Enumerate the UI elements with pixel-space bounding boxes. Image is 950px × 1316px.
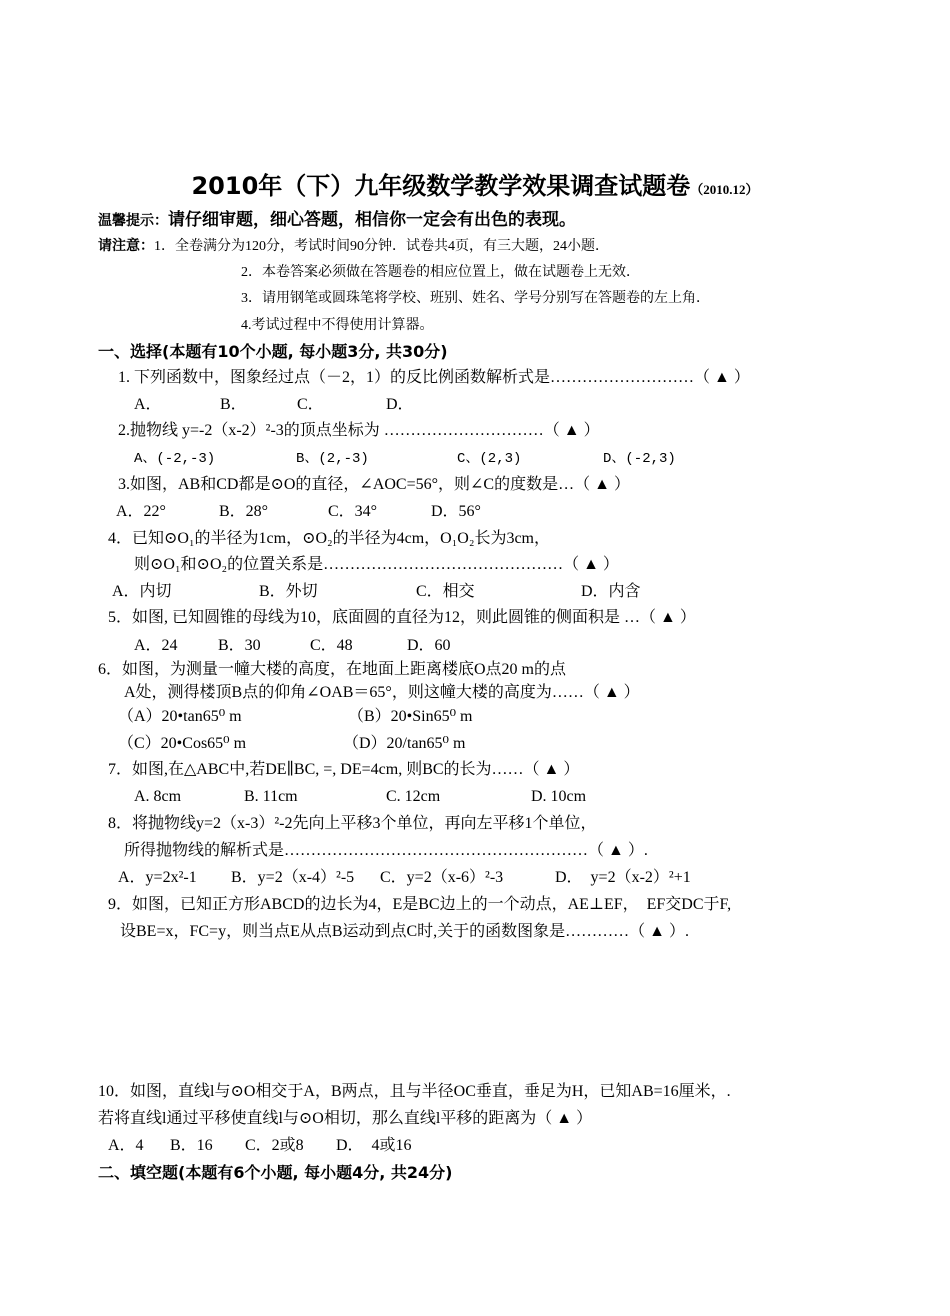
q1-option-a: A． [134, 396, 162, 413]
q8-option-d: D． y=2（x-2）²+1 [555, 869, 691, 886]
q8-option-a: A．y=2x²-1 [118, 869, 197, 886]
section-1-heading: 一、选择(本题有10个小题, 每小题3分, 共30分) [98, 342, 448, 361]
q3-option-a: A．22° [116, 503, 166, 520]
q10-stem-line-1: 10．如图，直线l与⊙O相交于A，B两点，且与半径OC垂直，垂足为H，已知AB=16厘米，. [98, 1083, 731, 1100]
q6-option-b: （B）20•Sin65⁰ m [348, 708, 473, 725]
notes-label: 请注意： [98, 238, 154, 254]
q1-option-b: B． [220, 396, 247, 413]
q4-stem-line-1: 4．已知⊙O₁的半径为1cm，⊙O₂的半径为4cm，O₁O₂长为3cm， [108, 530, 550, 547]
q4-option-b: B．外切 [259, 583, 318, 600]
notes-line-1 [98, 236, 609, 257]
q1-option-d: D． [386, 396, 414, 413]
q1-option-c: C． [297, 396, 324, 413]
q4-option-a: A．内切 [112, 583, 172, 600]
title-date: （2010.12） [690, 182, 759, 197]
q2-option-d: D、(-2,3) [603, 451, 676, 467]
q8-stem-line-1: 8．将抛物线y=2（x-3）²-2先向上平移3个单位，再向左平移1个单位， [108, 815, 597, 832]
q4-stem-line-2: 则⊙O₁和⊙O₂的位置关系是………………………………………（ ▲ ） [134, 556, 619, 573]
q10-stem-line-2: 若将直线l通过平移使直线l与⊙O相切，那么直线l平移的距离为（ ▲ ） [98, 1110, 593, 1127]
q2-stem: 2.抛物线 y=-2（x-2）²-3的顶点坐标为 …………………………（ ▲ ） [118, 422, 600, 439]
section-2-heading: 二、填空题(本题有6个小题, 每小题4分, 共24分) [98, 1163, 453, 1182]
q3-option-b: B．28° [219, 503, 269, 520]
note-1: 1．全卷满分为120分，考试时间90分钟．试卷共4页，有三大题，24小题． [154, 239, 609, 254]
q7-option-c: C. 12cm [386, 788, 441, 805]
q5-option-c: C．48 [310, 637, 353, 654]
tips-label: 温馨提示： [98, 213, 168, 229]
q5-option-a: A．24 [134, 637, 178, 654]
q5-option-b: B．30 [218, 637, 261, 654]
q8-option-c: C．y=2（x-6）²-3 [380, 869, 504, 886]
q4-option-d: D．内含 [581, 583, 641, 600]
q7-option-a: A. 8cm [134, 788, 182, 805]
tips-line [98, 210, 576, 231]
q2-option-a: A、(-2,-3) [134, 451, 216, 467]
q6-stem-line-2: A处，测得楼顶B点的仰角∠OAB＝65°，则这幢大楼的高度为……（ ▲ ） [124, 684, 640, 701]
q3-option-c: C．34° [328, 503, 378, 520]
note-2: 2．本卷答案必须做在答题卷的相应位置上，做在试题卷上无效． [241, 265, 640, 280]
q9-stem-line-2: 设BE=x，FC=y，则当点E从点B运动到点C时,关于的函数图象是…………（ ▲ ）. [120, 923, 690, 940]
q5-stem: 5．如图, 已知圆锥的母线为10，底面圆的直径为12，则此圆锥的侧面积是 …（ ▲ ） [108, 609, 696, 626]
q10-option-d: D． 4或16 [336, 1137, 412, 1154]
q10-option-b: B．16 [170, 1137, 213, 1154]
q6-option-c: （C）20•Cos65⁰ m [118, 735, 247, 752]
q2-option-b: B、(2,-3) [296, 451, 369, 467]
q3-option-d: D．56° [431, 503, 481, 520]
q2-option-c: C、(2,3) [457, 451, 522, 467]
q10-option-c: C．2或8 [245, 1137, 304, 1154]
note-4: 4.考试过程中不得使用计算器。 [241, 318, 434, 333]
page-title [0, 166, 950, 201]
q6-option-d: （D）20/tan65⁰ m [343, 735, 466, 752]
q8-stem-line-2: 所得抛物线的解析式是…………………………………………………（ ▲ ）. [124, 842, 648, 859]
q5-option-d: D．60 [407, 637, 451, 654]
title-main: 2010年（下）九年级数学教学效果调查试题卷 [191, 172, 691, 200]
note-3: 3．请用钢笔或圆珠笔将学校、班别、姓名、学号分别写在答题卷的左上角． [241, 291, 710, 306]
q3-stem: 3.如图，AB和CD都是⊙O的直径，∠AOC=56°，则∠C的度数是…（ ▲ ） [118, 476, 630, 493]
q9-stem-line-1: 9．如图，已知正方形ABCD的边长为4，E是BC边上的一个动点，AE⊥EF， EF交DC于F, [108, 896, 732, 913]
q7-option-d: D. 10cm [531, 788, 587, 805]
q10-option-a: A．4 [108, 1137, 144, 1154]
q7-option-b: B. 11cm [244, 788, 298, 805]
q4-option-c: C．相交 [416, 583, 475, 600]
tips-text: 请仔细审题，细心答题，相信你一定会有出色的表现。 [168, 210, 576, 230]
q6-option-a: （A）20•tan65⁰ m [118, 708, 242, 725]
q1-stem: 1. 下列函数中，图象经过点（－2，1）的反比例函数解析式是………………………（ ▲ ） [118, 369, 750, 386]
q7-stem: 7．如图,在△ABC中,若DE∥BC, =, DE=4cm, 则BC的长为……（ ▲ ） [108, 761, 580, 778]
q6-stem-line-1: 6．如图，为测量一幢大楼的高度，在地面上距离楼底O点20 m的点 [98, 661, 567, 678]
q8-option-b: B．y=2（x-4）²-5 [231, 869, 355, 886]
